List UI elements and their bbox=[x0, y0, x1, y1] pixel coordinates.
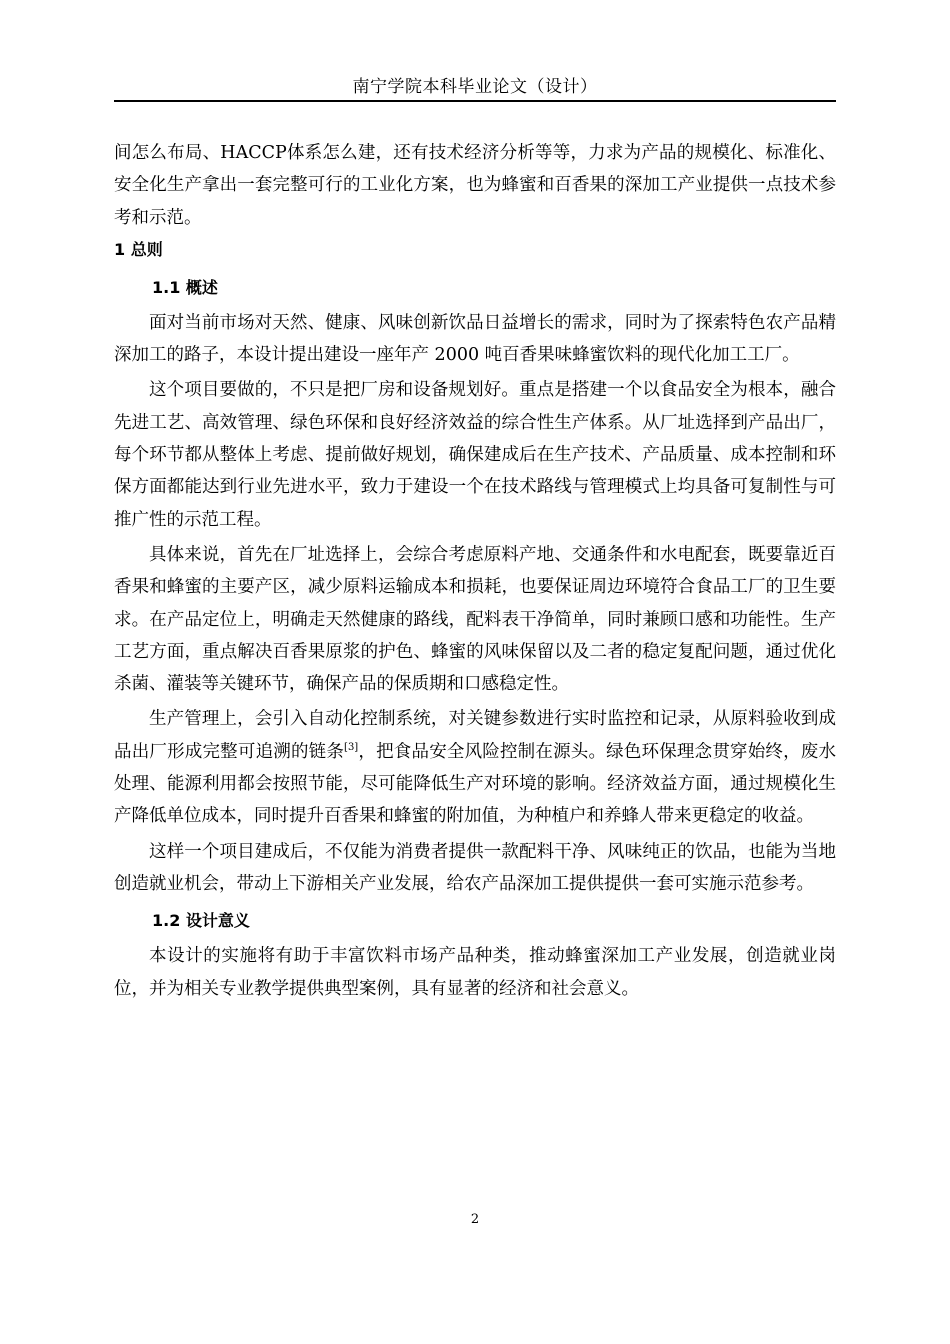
paragraph-overview-4 bbox=[114, 703, 836, 832]
paragraph-overview-4-text-a: 生产管理上，会引入自动化控制系统，对关键参数进行实时监控和记录，从原料验收到成品出厂形成完整可追溯的链条 bbox=[114, 709, 836, 762]
paragraph-overview-4-text-b: ，把食品安全风险控制在源头。绿色环保理念贯穿始终，废水处理、能源利用都会按照节能，尽可能降低生产对环境的影响。经济效益方面，通过规模化生产降低单位成本，同时提升百香果和蜂蜜的附加值，为种植户和养蜂人带来更稳定的收益。 bbox=[114, 741, 837, 827]
section-heading-1-2: 1.2 设计意义 bbox=[152, 911, 250, 931]
citation-reference: [3] bbox=[344, 741, 359, 753]
intro-continued-paragraph: 间怎么布局、HACCP体系怎么建，还有技术经济分析等等，力求为产品的规模化、标准化、安全化生产拿出一套完整可行的工业化方案，也为蜂蜜和百香果的深加工产业提供一点技术参考和示范。 bbox=[114, 143, 836, 228]
paragraph-overview-1: 面对当前市场对天然、健康、风味创新饮品日益增长的需求，同时为了探索特色农产品精深加工的路子，本设计提出建设一座年产 2000 吨百香果味蜂蜜饮料的现代化加工工厂。 bbox=[114, 312, 836, 366]
paragraph-significance: 本设计的实施将有助于丰富饮料市场产品种类，推动蜂蜜深加工产业发展，创造就业岗位，并为相关专业教学提供典型案例，具有显著的经济和社会意义。 bbox=[114, 946, 836, 999]
paragraph-overview-3: 具体来说，首先在厂址选择上，会综合考虑原料产地、交通条件和水电配套，既要靠近百香果和蜂蜜的主要产区，减少原料运输成本和损耗，也要保证周边环境符合食品工厂的卫生要求。在产品定位上，明确走天然健康的路线，配料表干净简单，同时兼顾口感和功能性。生产工艺方面，重点解决百香果原浆的护色、蜂蜜的风味保留以及二者的稳定复配问题，通过优化杀菌、灌装等关键环节，确保产品的保质期和口感稳定性。 bbox=[114, 544, 836, 695]
page-number: 2 bbox=[470, 1212, 480, 1227]
section-heading-1: 1 总则 bbox=[114, 239, 163, 259]
running-header-title: 南宁学院本科毕业论文（设计） bbox=[352, 77, 598, 97]
paragraph-overview-5: 这样一个项目建成后，不仅能为消费者提供一款配料干净、风味纯正的饮品，也能为当地创造就业机会，带动上下游相关产业发展，给农产品深加工提供提供一套可实施示范参考。 bbox=[114, 841, 836, 894]
paragraph-overview-2: 这个项目要做的，不只是把厂房和设备规划好。重点是搭建一个以食品安全为根本，融合先进工艺、高效管理、绿色环保和良好经济效益的综合性生产体系。从厂址选择到产品出厂，每个环节都从整体上考虑、提前做好规划，确保建成后在生产技术、产品质量、成本控制和环保方面都能达到行业先进水平，致力于建设一个在技术路线与管理模式上均具备可复制性与可推广性的示范工程。 bbox=[114, 380, 836, 530]
header-divider bbox=[114, 100, 836, 102]
page-body bbox=[114, 137, 836, 1005]
section-heading-1-1: 1.1 概述 bbox=[152, 277, 218, 297]
